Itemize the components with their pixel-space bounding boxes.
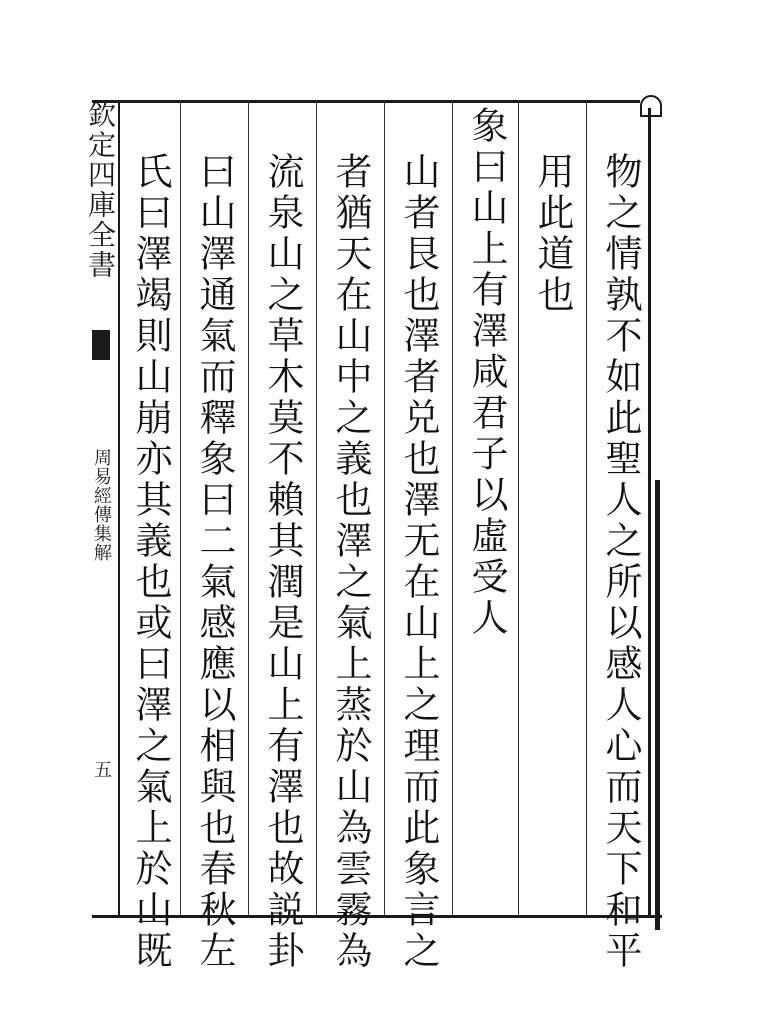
- column-rule: [452, 100, 453, 915]
- margin-fish-tail: [92, 330, 110, 360]
- text-column-4: 山者艮也澤者兑也澤无在山上之理而此象言之: [397, 152, 440, 972]
- text-column-1: 物之情孰不如此聖人之所以感人心而天下和平: [599, 152, 642, 972]
- margin-volume-title: 周易經傳集解: [91, 448, 112, 562]
- column-rule: [180, 100, 181, 915]
- frame-bottom-border: [92, 915, 662, 918]
- text-column-8: 氏曰澤竭則山崩亦其義也或曰澤之氣上於山既: [129, 152, 172, 972]
- frame-right-edge: [655, 480, 660, 930]
- column-rule: [384, 100, 385, 915]
- column-rule: [518, 100, 519, 915]
- text-column-6: 流泉山之草木莫不賴其潤是山上有澤也故説卦: [261, 152, 304, 972]
- frame-right-border: [648, 108, 651, 918]
- text-column-7: 曰山澤通氣而釋象曰二氣感應以相與也春秋左: [193, 152, 236, 972]
- margin-page-number: 五: [91, 760, 112, 778]
- margin-book-title: 欽定四庫全書: [84, 100, 117, 280]
- text-column-2: 用此道也: [531, 152, 574, 316]
- text-column-5: 者猶天在山中之義也澤之氣上蒸於山為雲霧為: [329, 152, 372, 972]
- frame-top-border: [92, 100, 640, 103]
- corner-mark: [640, 95, 662, 117]
- column-rule: [316, 100, 317, 915]
- margin-divider: [118, 100, 120, 915]
- column-rule: [586, 100, 587, 915]
- column-rule: [248, 100, 249, 915]
- text-column-3: 象曰山上有澤咸君子以虛受人: [465, 106, 508, 639]
